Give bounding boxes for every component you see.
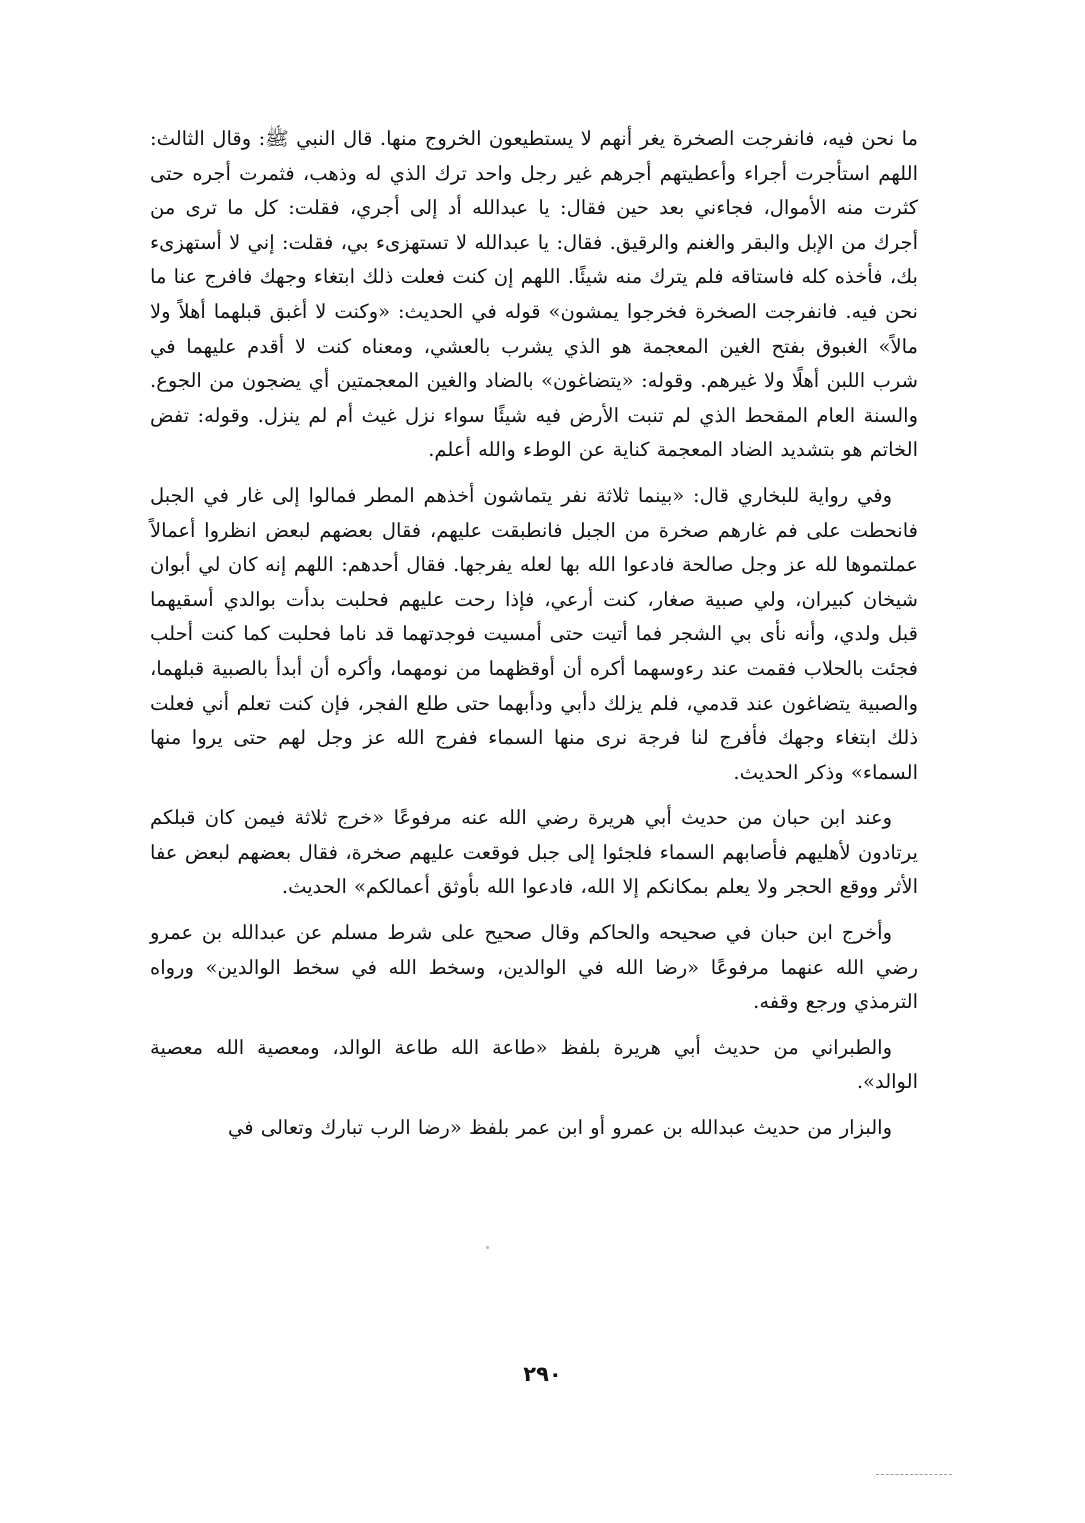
paragraph-4: وأخرج ابن حبان في صحيحه والحاكم وقال صحيح على شرط مسلم عن عبدالله بن عمرو رضي الله عنهما مرفوعًا «رضا الله في الوالدين، وسخط الله في سخط الوالدين» ورواه الترمذي ورجع وقفه.	[150, 921, 918, 1014]
paragraph-6: والبزار من حديث عبدالله بن عمرو أو ابن عمر بلفظ «رضا الرب تبارك وتعالى في	[227, 1116, 892, 1140]
paragraph-3: وعند ابن حبان من حديث أبي هريرة رضي الله عنه مرفوعًا «خرج ثلاثة فيمن كان قبلكم يرتادون لأهليهم فأصابهم السماء فلجئوا إلى جبل فوقعت عليهم صخرة، فقال بعضهم لبعض عفا الأثر ووقع الحجر ولا يعلم بمكانكم إلا الله، فادعوا الله بأوثق أعمالكم» الحديث.	[150, 806, 918, 899]
footer-rule	[876, 1474, 952, 1475]
page-number: ٢٩٠	[523, 1362, 562, 1386]
paragraph-2: وفي رواية للبخاري قال: «بينما ثلاثة نفر يتماشون أخذهم المطر فمالوا إلى غار في الجبل فانحطت على فم غارهم صخرة من الجبل فانطبقت عليهم، فقال بعضهم لبعض انظروا أعمالاً عملتموها لله عز وجل صالحة فادعوا الله بها لعله يفرجها. فقال أحدهم: اللهم إنه كان لي أبوان شيخان كبيران، ولي صبية صغار، كنت أرعي، فإذا رحت عليهم فحلبت بدأت بوالدي أسقيهما قبل ولدي، وأنه نأى بي الشجر فما أتيت حتى أمسيت فوجدتهما قد ناما فحلبت كما كنت أحلب فجئت بالحلاب فقمت عند رءوسهما أكره أن أوقظهما من نومهما، وأكره أن أبدأ بالصبية قبلهما، والصبية يتضاغون عند قدمي، فلم يزلك دأبي ودأبهما حتى طلع الفجر، فإن كنت تعلم أني فعلت ذلك ابتغاء وجهك فأفرج لنا فرجة نرى منها السماء ففرج الله عز وجل لهم حتى يروا منها السماء» وذكر الحديث.	[150, 483, 918, 784]
page-body	[150, 122, 918, 1146]
scan-speck	[486, 1246, 489, 1249]
paragraph-5: والطبراني من حديث أبي هريرة بلفظ «طاعة الله طاعة الوالد، ومعصية الله معصية الوالد».	[150, 1035, 918, 1094]
paragraph-1: ما نحن فيه، فانفرجت الصخرة يغر أنهم لا يستطيعون الخروج منها. قال النبي ﷺ: وقال الثالث: اللهم استأجرت أجراء وأعطيتهم أجرهم غير رجل واحد ترك الذي له وذهب، فثمرت أجره حتى كثرت منه الأموال، فجاءني بعد حين فقال: يا عبدالله أد إلى أجري، فقلت: كل ما ترى من أجرك من الإبل والبقر والغنم والرقيق. فقال: يا عبدالله لا تستهزىء بي، فقلت: إني لا أستهزىء بك، فأخذه كله فاستاقه فلم يترك منه شيئًا. اللهم إن كنت فعلت ذلك ابتغاء وجهك فافرج عنا ما نحن فيه. فانفرجت الصخرة فخرجوا يمشون» قوله في الحديث: «وكنت لا أغبق قبلهما أهلاً ولا مالاً» الغبوق بفتح الغين المعجمة هو الذي يشرب بالعشي، ومعناه كنت لا أقدم عليهما في شرب اللبن أهلًا ولا غيرهم. وقوله: «يتضاغون» بالضاد والغين المعجمتين أي يضجون من الجوع. والسنة العام المقحط الذي لم تنبت الأرض فيه شيئًا سواء نزل غيث أم لم ينزل. وقوله: تفض الخاتم هو بتشديد الضاد المعجمة كناية عن الوطء والله أعلم.	[150, 127, 918, 462]
